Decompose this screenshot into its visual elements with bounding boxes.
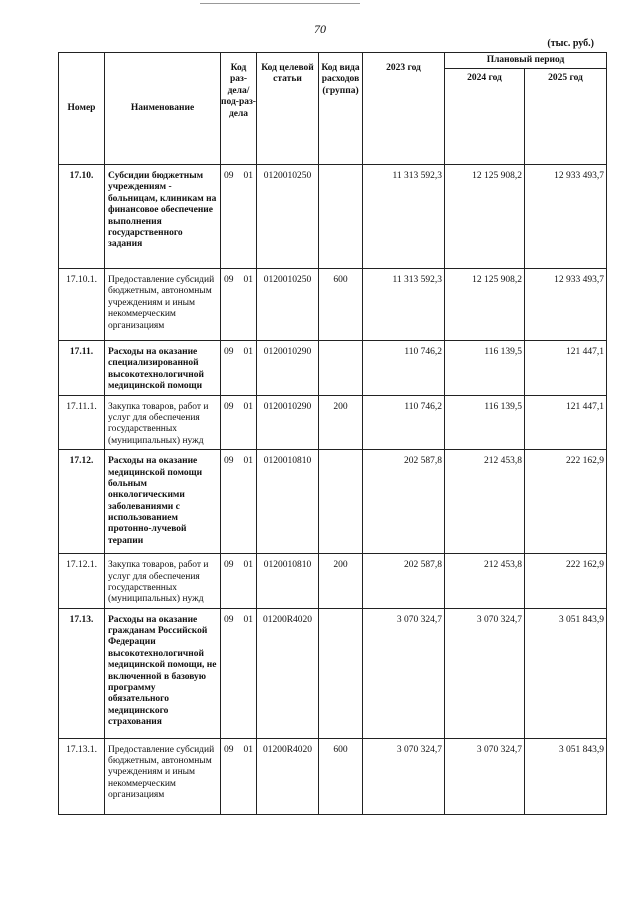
row-target: 0120010250 <box>257 165 319 269</box>
row-2025: 3 051 843,9 <box>525 738 607 814</box>
header-2024: 2024 год <box>445 69 525 165</box>
row-section: 09 <box>224 275 234 285</box>
table-row <box>59 165 607 269</box>
row-subsection: 01 <box>243 456 253 467</box>
row-expense-type <box>319 608 363 738</box>
row-target: 0120010250 <box>257 269 319 341</box>
row-number: 17.11. <box>59 341 105 396</box>
row-2024: 212 453,8 <box>445 554 525 609</box>
row-section: 09 <box>224 456 234 467</box>
row-number: 17.13. <box>59 608 105 738</box>
row-expense-type: 600 <box>319 269 363 341</box>
row-section: 09 <box>224 744 234 755</box>
row-name: Закупка товаров, работ и услуг для обеспечения государственных (муниципальных) нужд <box>105 395 221 450</box>
row-2023: 202 587,8 <box>363 554 445 609</box>
row-2024: 3 070 324,7 <box>445 608 525 738</box>
row-section-code <box>222 456 255 467</box>
row-name: Закупка товаров, работ и услуг для обеспечения государственных (муниципальных) нужд <box>105 554 221 609</box>
row-2024: 116 139,5 <box>445 341 525 396</box>
header-expense-type: Код вида расходов (группа) <box>319 53 363 165</box>
table-row <box>59 269 607 341</box>
row-name: Расходы на оказание специализированной высокотехнологичной медицинской помощи <box>105 341 221 396</box>
row-2025: 12 933 493,7 <box>525 165 607 269</box>
row-expense-type: 200 <box>319 395 363 450</box>
row-section-code <box>222 745 255 756</box>
table-row <box>59 554 607 609</box>
row-subsection: 01 <box>243 560 253 571</box>
row-name: Расходы на оказание медицинской помощи больным онкологическими заболеваниями с использованием протонно-лучевой терапии <box>105 450 221 554</box>
row-target: 0120010290 <box>257 395 319 450</box>
row-2025: 121 447,1 <box>525 395 607 450</box>
row-section-code <box>222 171 255 182</box>
header-section: Код раз-дела/ под-раз-дела <box>221 53 257 165</box>
units-label: (тыс. руб.) <box>547 38 594 49</box>
budget-table <box>58 52 607 815</box>
row-target: 0120010290 <box>257 341 319 396</box>
row-number: 17.10.1. <box>59 269 105 341</box>
row-subsection: 01 <box>243 614 253 625</box>
row-expense-type <box>319 165 363 269</box>
row-section-code <box>222 347 255 358</box>
row-target: 0120010810 <box>257 450 319 554</box>
table-row <box>59 738 607 814</box>
row-2023: 202 587,8 <box>363 450 445 554</box>
row-2025: 121 447,1 <box>525 341 607 396</box>
row-subsection: 01 <box>243 275 253 285</box>
row-2024: 212 453,8 <box>445 450 525 554</box>
row-section: 09 <box>224 401 234 412</box>
row-section-code <box>222 275 255 286</box>
row-section: 09 <box>224 171 234 181</box>
table-row <box>59 395 607 450</box>
row-target: 01200R4020 <box>257 608 319 738</box>
header-target: Код целевой статьи <box>257 53 319 165</box>
row-2023: 110 746,2 <box>363 341 445 396</box>
table-row <box>59 341 607 396</box>
row-number: 17.12. <box>59 450 105 554</box>
row-2023: 110 746,2 <box>363 395 445 450</box>
header-number: Номер <box>59 53 105 165</box>
page-number: 70 <box>314 22 326 36</box>
row-target: 0120010810 <box>257 554 319 609</box>
row-number: 17.11.1. <box>59 395 105 450</box>
row-name: Субсидии бюджетным учреждениям - больницам, клиникам на финансовое обеспечение выполнения государственного задания <box>105 165 221 269</box>
row-name: Предоставление субсидий бюджетным, автономным учреждениям и иным некоммерческим организациям <box>105 269 221 341</box>
row-2025: 222 162,9 <box>525 554 607 609</box>
row-subsection: 01 <box>243 401 253 412</box>
row-expense-type: 600 <box>319 738 363 814</box>
row-2024: 12 125 908,2 <box>445 165 525 269</box>
row-number: 17.10. <box>59 165 105 269</box>
row-subsection: 01 <box>243 171 253 181</box>
row-section-code <box>222 615 255 626</box>
row-subsection: 01 <box>243 744 253 755</box>
row-section: 09 <box>224 347 234 357</box>
row-subsection: 01 <box>243 347 253 357</box>
row-2023: 3 070 324,7 <box>363 738 445 814</box>
header-name: Наименование <box>105 53 221 165</box>
row-2023: 11 313 592,3 <box>363 165 445 269</box>
row-name: Предоставление субсидий бюджетным, автономным учреждениям и иным некоммерческим организациям <box>105 738 221 814</box>
row-section-code <box>222 402 255 413</box>
row-target: 01200R4020 <box>257 738 319 814</box>
table-row <box>59 608 607 738</box>
row-2025: 3 051 843,9 <box>525 608 607 738</box>
header-2025: 2025 год <box>525 69 607 165</box>
row-expense-type: 200 <box>319 554 363 609</box>
row-number: 17.12.1. <box>59 554 105 609</box>
row-expense-type <box>319 450 363 554</box>
row-2025: 222 162,9 <box>525 450 607 554</box>
top-rule <box>200 3 360 4</box>
row-2023: 11 313 592,3 <box>363 269 445 341</box>
row-number: 17.13.1. <box>59 738 105 814</box>
row-2024: 116 139,5 <box>445 395 525 450</box>
row-2024: 3 070 324,7 <box>445 738 525 814</box>
row-2025: 12 933 493,7 <box>525 269 607 341</box>
row-section-code <box>222 560 255 571</box>
row-section: 09 <box>224 614 234 625</box>
row-2023: 3 070 324,7 <box>363 608 445 738</box>
row-section: 09 <box>224 560 234 571</box>
header-2023: 2023 год <box>363 53 445 165</box>
row-name: Расходы на оказание гражданам Российской Федерации высокотехнологичной медицинской помощи, не включенной в базовую программу обязательного медицинского страхования <box>105 608 221 738</box>
row-2024: 12 125 908,2 <box>445 269 525 341</box>
header-planning-period: Плановый период <box>445 53 607 69</box>
row-expense-type <box>319 341 363 396</box>
table-row <box>59 450 607 554</box>
